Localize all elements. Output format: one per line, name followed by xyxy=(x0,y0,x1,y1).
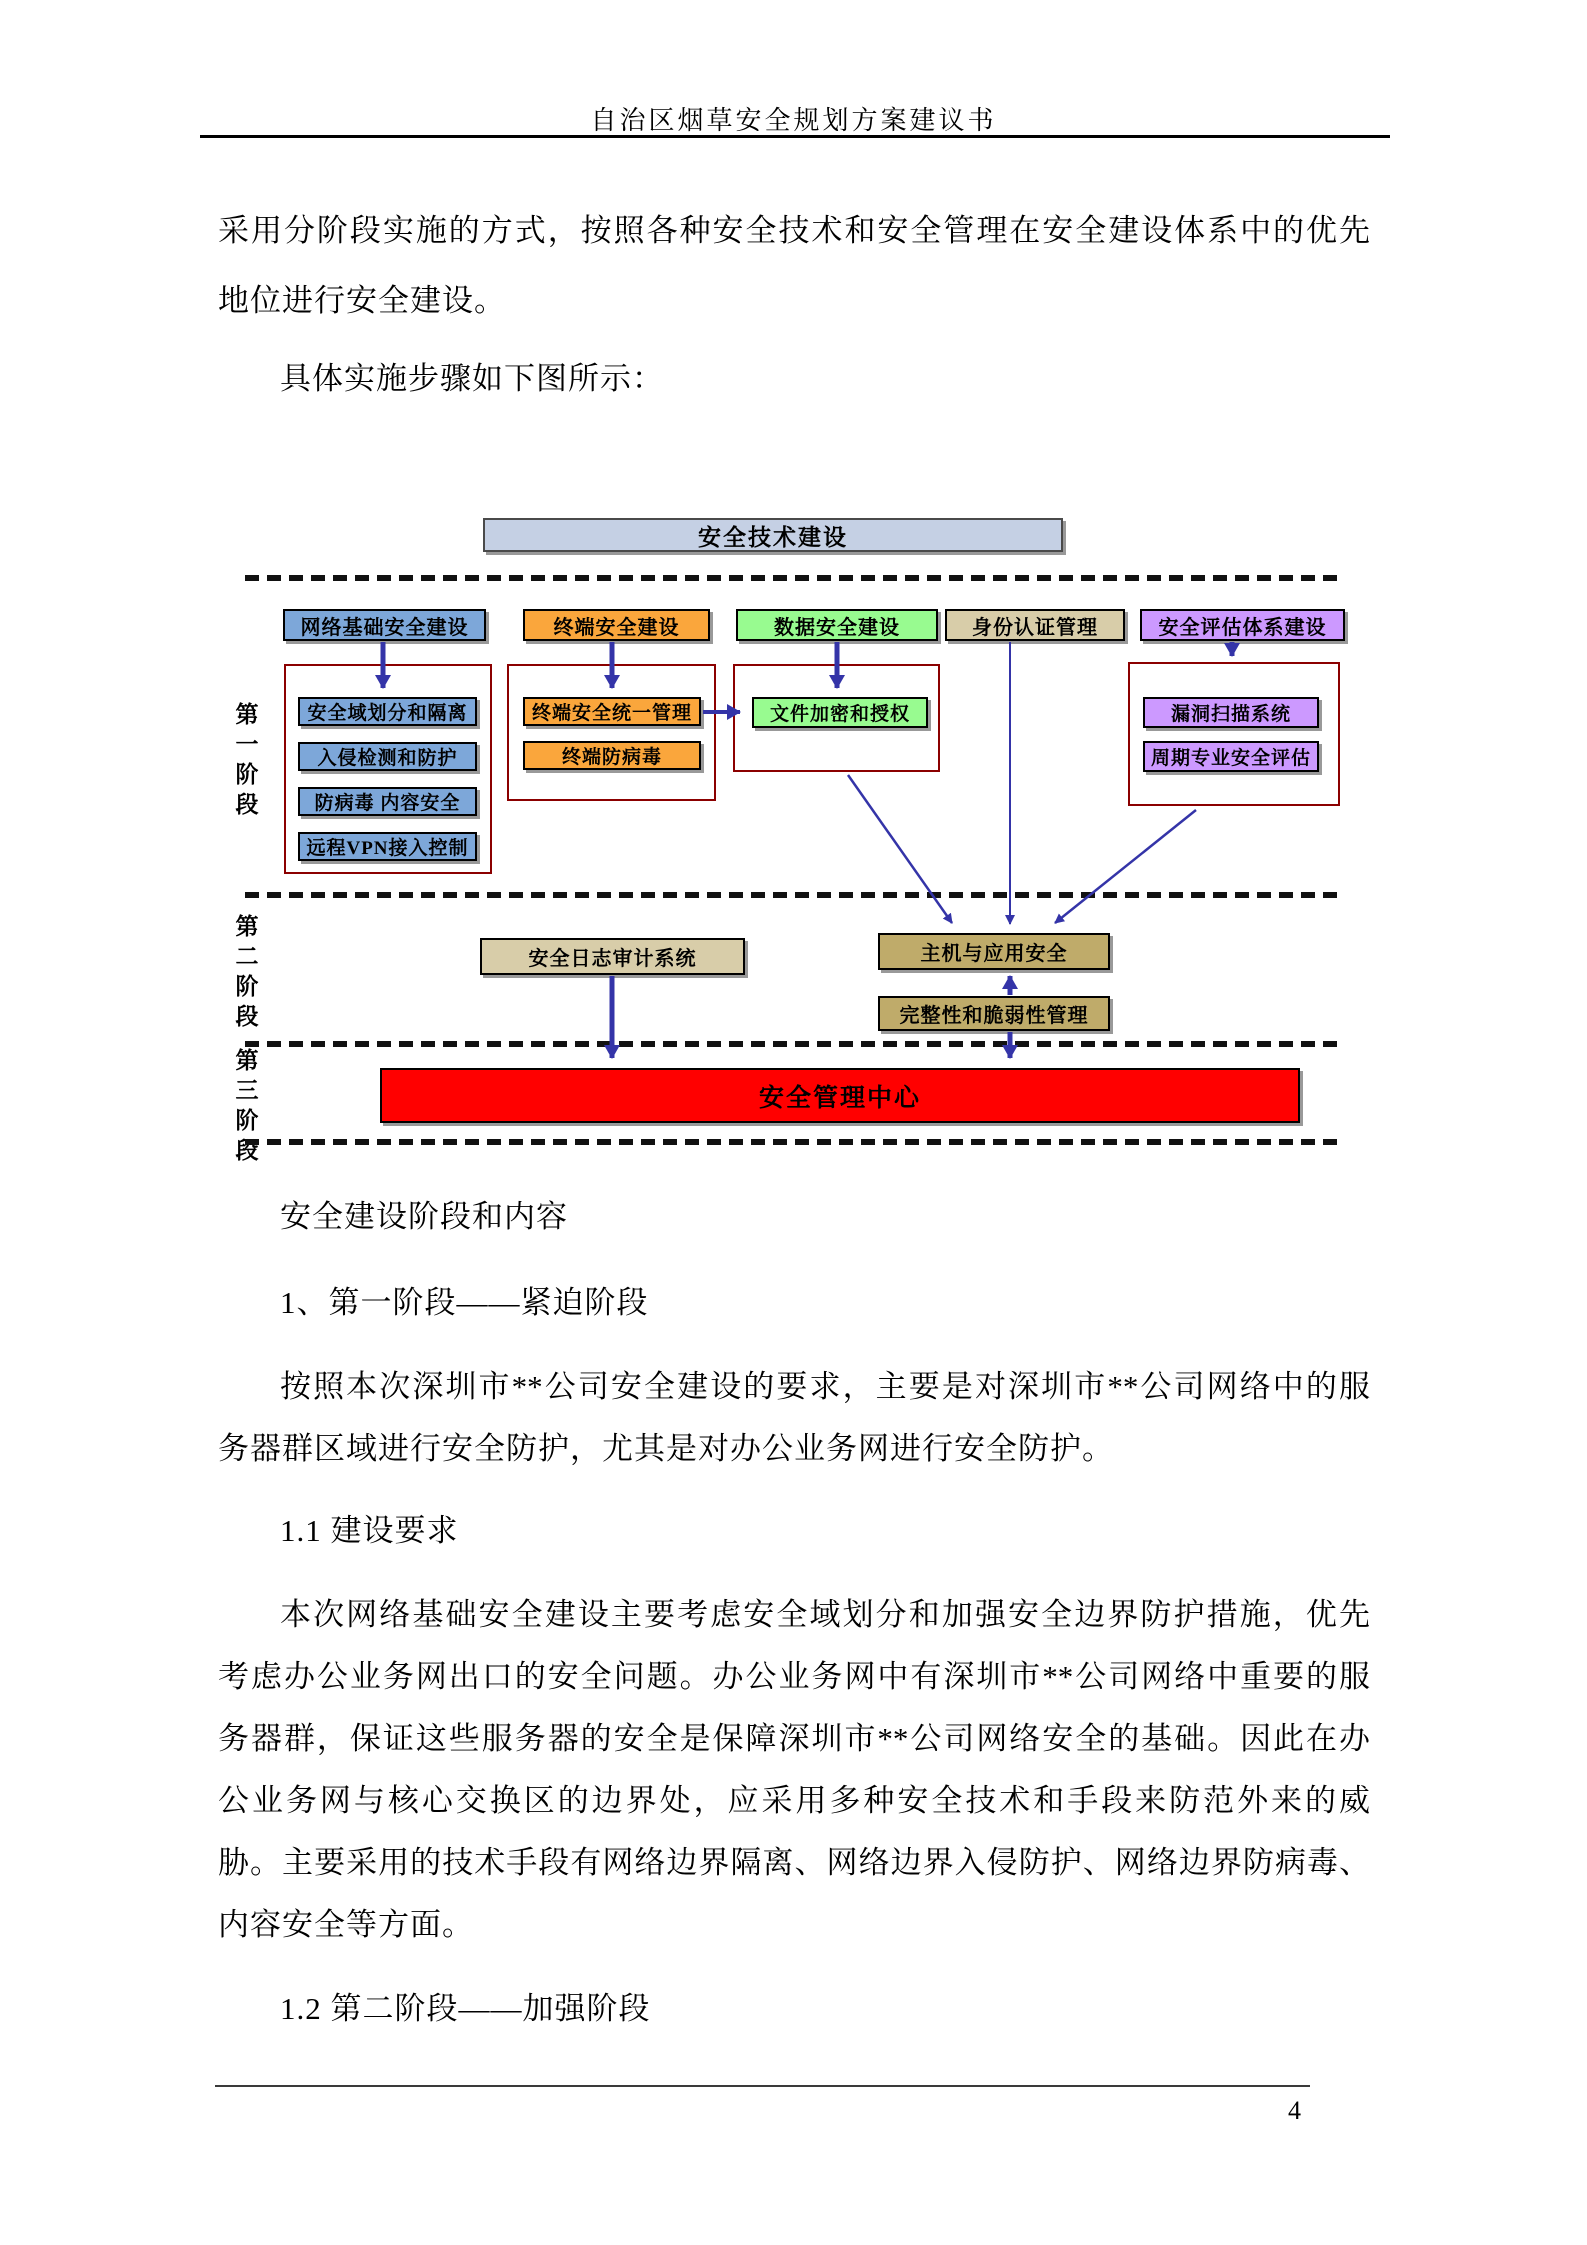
paragraph-line: 胁。主要采用的技术手段有网络边界隔离、网络边界入侵防护、网络边界防病毒、 xyxy=(218,1845,1370,1880)
page-header-title: 自治区烟草安全规划方案建议书 xyxy=(590,106,997,135)
category-network-box: 网络基础安全建设 xyxy=(283,609,486,641)
assessment-item-box: 漏洞扫描系统 xyxy=(1143,697,1319,728)
integrity-box: 完整性和脆弱性管理 xyxy=(878,996,1110,1031)
network-item-box: 安全域划分和隔离 xyxy=(298,697,477,726)
assessment-group-container xyxy=(1128,662,1340,806)
paragraph-line: 考虑办公业务网出口的安全问题。办公业务网中有深圳市**公司网络中重要的服 xyxy=(218,1659,1370,1694)
diagram-title-box: 安全技术建设 xyxy=(483,518,1063,552)
paragraph-line: 具体实施步骤如下图所示： xyxy=(280,361,664,396)
header-rule xyxy=(200,135,1390,138)
category-data-box: 数据安全建设 xyxy=(736,609,938,641)
paragraph-line: 务器群区域进行安全防护，尤其是对办公业务网进行安全防护。 xyxy=(218,1431,1114,1466)
terminal-group-container xyxy=(507,664,716,801)
footer-rule xyxy=(215,2085,1310,2087)
paragraph-line: 公业务网与核心交换区的边界处，应采用多种安全技术和手段来防范外来的威 xyxy=(218,1783,1370,1818)
paragraph-line: 地位进行安全建设。 xyxy=(218,283,506,318)
network-item-box: 防病毒 内容安全 xyxy=(298,787,477,816)
assessment-item-box: 周期专业安全评估 xyxy=(1143,741,1319,772)
network-item-box: 远程VPN接入控制 xyxy=(298,832,477,861)
page-number: 4 xyxy=(1288,2096,1301,2125)
category-assessment-box: 安全评估体系建设 xyxy=(1140,609,1345,641)
paragraph-line: 内容安全等方面。 xyxy=(218,1907,474,1942)
paragraph-line: 务器群，保证这些服务器的安全是保障深圳市**公司网络安全的基础。因此在办 xyxy=(218,1721,1370,1756)
category-terminal-box: 终端安全建设 xyxy=(523,609,710,641)
subsection-heading-1-1: 1.1 建设要求 xyxy=(280,1513,459,1548)
arrow-data-to-host xyxy=(848,775,952,923)
phase-3-label: 第三阶段 xyxy=(235,1048,259,1163)
security-center-box: 安全管理中心 xyxy=(380,1068,1300,1123)
section-heading: 安全建设阶段和内容 xyxy=(280,1199,568,1234)
phase-2-label: 第二阶段 xyxy=(235,914,259,1029)
paragraph-line: 采用分阶段实施的方式，按照各种安全技术和安全管理在安全建设体系中的优先 xyxy=(218,213,1370,248)
arrow-assessment-to-host xyxy=(1055,810,1196,923)
category-identity-box: 身份认证管理 xyxy=(945,609,1125,641)
subsection-heading-1-2: 1.2 第二阶段——加强阶段 xyxy=(280,1991,651,2026)
paragraph-line: 本次网络基础安全建设主要考虑安全域划分和加强安全边界防护措施，优先 xyxy=(280,1597,1370,1632)
paragraph-line: 按照本次深圳市**公司安全建设的要求，主要是对深圳市**公司网络中的服 xyxy=(280,1369,1370,1404)
network-item-box: 入侵检测和防护 xyxy=(298,742,477,771)
terminal-item-box: 终端安全统一管理 xyxy=(523,697,701,726)
data-item-box: 文件加密和授权 xyxy=(752,697,928,728)
host-app-box: 主机与应用安全 xyxy=(878,933,1110,970)
log-audit-box: 安全日志审计系统 xyxy=(480,938,745,975)
terminal-item-box: 终端防病毒 xyxy=(523,741,701,770)
subsection-heading-1: 1、第一阶段——紧迫阶段 xyxy=(280,1285,649,1320)
phase-1-label: 第一阶段 xyxy=(235,702,259,817)
